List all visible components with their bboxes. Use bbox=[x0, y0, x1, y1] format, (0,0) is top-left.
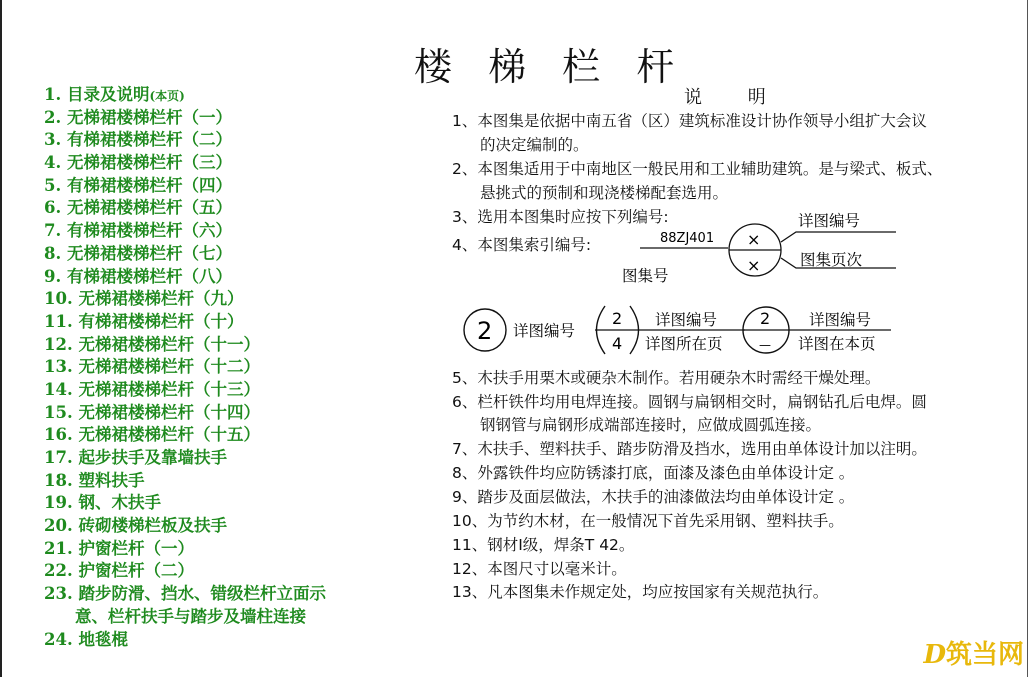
note-2-line1: 2、本图集适用于中南地区一般民用和工业辅助建筑。是与梁式、板式、 bbox=[452, 160, 943, 178]
note-6-line1: 6、栏杆铁件均用电焊连接。圆钢与扁钢相交时，扁钢钻孔后电焊。圆 bbox=[452, 393, 927, 411]
toc-item-16[interactable]: 16. 无梯裙楼梯栏杆（十五） bbox=[44, 425, 260, 445]
note-9: 9、踏步及面层做法，木扶手的油漆做法均由单体设计定 。 bbox=[452, 488, 855, 506]
toc-item-9[interactable]: 9. 有梯裙楼梯栏杆（八） bbox=[44, 266, 232, 286]
toc-item-21[interactable]: 21. 护窗栏杆（一） bbox=[44, 538, 194, 558]
note-12: 12、本图尺寸以毫米计。 bbox=[452, 560, 627, 578]
toc-item-1[interactable]: 1. 目录及说明(本页) bbox=[44, 85, 185, 104]
note-6-line2: 钢钢管与扁钢形成端部连接时，应做成圆弧连接。 bbox=[480, 416, 822, 434]
note-2-line2: 悬挑式的预制和现浇楼梯配套选用。 bbox=[480, 184, 729, 202]
index-atlas-label: 图集号 bbox=[622, 267, 669, 285]
fraction2-top: 2 bbox=[760, 309, 771, 328]
fraction1-label-bottom: 详图所在页 bbox=[645, 335, 723, 353]
toc-item-5[interactable]: 5. 有梯裙楼梯栏杆（四） bbox=[44, 175, 232, 195]
note-5: 5、木扶手用栗木或硬杂木制作。若用硬杂木时需经干燥处理。 bbox=[452, 369, 881, 387]
page-border-left bbox=[0, 0, 2, 677]
toc-item-8[interactable]: 8. 无梯裙楼梯栏杆（七） bbox=[44, 243, 232, 263]
detail-circle-number: 2 bbox=[477, 317, 493, 345]
toc-item-22[interactable]: 22. 护窗栏杆（二） bbox=[44, 561, 194, 581]
index-code: 88ZJ401 bbox=[660, 231, 715, 246]
logo-mark: D bbox=[923, 640, 946, 670]
note-13: 13、凡本图集未作规定处，均应按国家有关规范执行。 bbox=[452, 583, 829, 601]
toc-item-20[interactable]: 20. 砖砌楼梯栏板及扶手 bbox=[44, 516, 227, 536]
detail-symbols-diagram bbox=[455, 300, 915, 362]
table-of-contents bbox=[44, 84, 424, 651]
toc-item-13[interactable]: 13. 无梯裙楼梯栏杆（十二） bbox=[44, 357, 260, 377]
toc-item-14[interactable]: 14. 无梯裙楼梯栏杆（十三） bbox=[44, 379, 260, 399]
toc-item-2[interactable]: 2. 无梯裙楼梯栏杆（一） bbox=[44, 107, 232, 127]
toc-item-23-line1: 23. 踏步防滑、挡水、错级栏杆立面示 bbox=[44, 584, 326, 604]
toc-item-7[interactable]: 7. 有梯裙楼梯栏杆（六） bbox=[44, 221, 232, 241]
fraction2-label-top: 详图编号 bbox=[809, 311, 872, 329]
toc-item-6[interactable]: 6. 无梯裙楼梯栏杆（五） bbox=[44, 198, 232, 218]
index-lower-mark: × bbox=[747, 256, 761, 275]
toc-item-23[interactable] bbox=[44, 583, 424, 628]
toc-item-4[interactable]: 4. 无梯裙楼梯栏杆（三） bbox=[44, 153, 232, 173]
note-10: 10、为节约木材，在一般情况下首先采用钢、塑料扶手。 bbox=[452, 512, 844, 530]
fraction2-label-bottom: 详图在本页 bbox=[798, 335, 876, 353]
site-logo[interactable] bbox=[923, 634, 1024, 671]
index-leader-upper bbox=[781, 232, 896, 242]
toc-item-17[interactable]: 17. 起步扶手及靠墙扶手 bbox=[44, 448, 227, 467]
toc-item-3[interactable]: 3. 有梯裙楼梯栏杆（二） bbox=[44, 130, 232, 150]
toc-item-1-note: (本页) bbox=[149, 89, 185, 103]
fraction1-bottom: 4 bbox=[612, 334, 623, 353]
index-page-label: 图集页次 bbox=[800, 251, 863, 269]
note-4: 4、本图集索引编号: bbox=[452, 236, 592, 254]
toc-item-11[interactable]: 11. 有梯裙楼梯栏杆（十） bbox=[44, 311, 244, 331]
page-title: 楼 梯 栏 杆 bbox=[414, 45, 687, 89]
toc-item-18[interactable]: 18. 塑料扶手 bbox=[44, 470, 145, 490]
toc-item-12[interactable]: 12. 无梯裙楼梯栏杆（十一） bbox=[44, 334, 260, 354]
notes-heading: 说 明 bbox=[684, 87, 786, 108]
note-7: 7、木扶手、塑料扶手、踏步防滑及挡水，选用由单体设计加以注明。 bbox=[452, 440, 927, 458]
note-1-line1: 1、本图集是依据中南五省（区）建筑标准设计协作领导小组扩大会议 bbox=[452, 112, 927, 130]
detail-circle-label: 详图编号 bbox=[513, 322, 576, 340]
note-1-line2: 的决定编制的。 bbox=[480, 136, 589, 154]
fraction1-top: 2 bbox=[612, 309, 623, 328]
note-3: 3、选用本图集时应按下列编号: bbox=[452, 208, 669, 226]
toc-item-24[interactable]: 24. 地毯棍 bbox=[44, 629, 128, 649]
index-number-diagram bbox=[600, 204, 910, 294]
note-11: 11、钢材Ⅰ级，焊条T 42。 bbox=[452, 536, 635, 554]
note-8: 8、外露铁件均应防锈漆打底，面漆及漆色由单体设计定 。 bbox=[452, 464, 855, 482]
index-upper-mark: × bbox=[747, 230, 761, 249]
fraction2-bottom: — bbox=[759, 338, 771, 352]
toc-item-23-line2: 意、栏杆扶手与踏步及墙柱连接 bbox=[75, 606, 306, 626]
fraction1-label-top: 详图编号 bbox=[655, 311, 718, 329]
toc-item-10[interactable]: 10. 无梯裙楼梯栏杆（九） bbox=[44, 289, 244, 309]
toc-item-19[interactable]: 19. 钢、木扶手 bbox=[44, 493, 161, 513]
page-border-right bbox=[1027, 0, 1028, 677]
logo-text: 筑当网 bbox=[945, 640, 1024, 670]
toc-item-15[interactable]: 15. 无梯裙楼梯栏杆（十四） bbox=[44, 402, 260, 422]
index-detail-label: 详图编号 bbox=[798, 212, 861, 230]
